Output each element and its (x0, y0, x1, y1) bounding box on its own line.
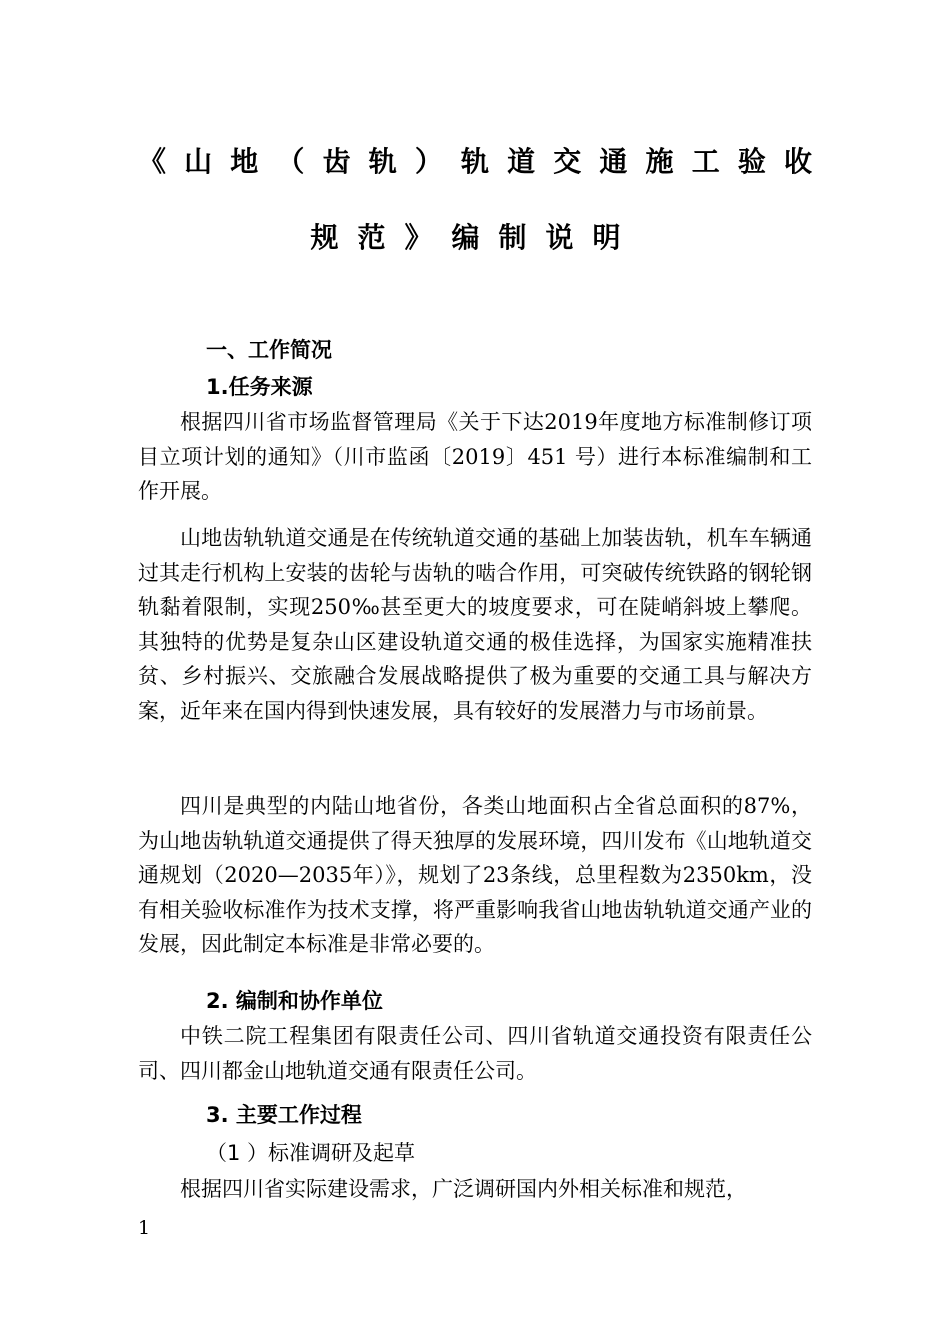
paragraph-units (138, 1019, 812, 1088)
page-number: 1 (138, 1217, 151, 1239)
paragraph-4: 中铁二院工程集团有限责任公司、四川省轨道交通投资有限责任公司、四川都金山地轨道交通有限责任公司。 (138, 1024, 812, 1083)
subheading-units: 2. 编制和协作单位 (206, 989, 383, 1013)
paragraph-sichuan-background (138, 789, 812, 962)
subheading-standard-research: （1 ）标准调研及起草 (206, 1141, 416, 1165)
paragraph-rack-rail-intro (138, 521, 812, 728)
paragraph-3: 四川是典型的内陆山地省份，各类山地面积占全省总面积的87%，为山地齿轨轨道交通提供了得天独厚的发展环境，四川发布《山地轨道交通规划（2020—2035年）》，规划了23条线，总里程数为2350km，没有相关验收标准作为技术支撑，将严重影响我省山地齿轨轨道交通产业的发展，因此制定本标准是非常必要的。 (138, 794, 812, 956)
subheading-work-process: 3. 主要工作过程 (206, 1103, 362, 1127)
section-heading-work-overview: 一、工作简况 (206, 338, 332, 362)
paragraph-1: 根据四川省市场监督管理局《关于下达2019年度地方标准制修订项目立项计划的通知》（川市监函〔2019〕451 号）进行本标准编制和工作开展。 (138, 410, 812, 503)
subheading-task-source: 1.任务来源 (206, 375, 313, 399)
paragraph-research (138, 1172, 812, 1207)
paragraph-5: 根据四川省实际建设需求，广泛调研国内外相关标准和规范， (180, 1177, 747, 1201)
document-title-line-1: 《山地（齿轨）轨道交通施工验收 (138, 145, 812, 178)
paragraph-task-source (138, 405, 812, 509)
paragraph-2: 山地齿轨轨道交通是在传统轨道交通的基础上加装齿轨，机车车辆通过其走行机构上安装的齿轮与齿轨的啮合作用，可突破传统铁路的钢轮钢轨黏着限制，实现250‰甚至更大的坡度要求，可在陡峭斜坡上攀爬。其独特的优势是复杂山区建设轨道交通的极佳选择，为国家实施精准扶贫、乡村振兴、交旅融合发展战略提供了极为重要的交通工具与解决方案，近年来在国内得到快速发展，具有较好的发展潜力与市场前景。 (138, 526, 812, 723)
document-title-line-2: 规范》编制说明 (310, 221, 640, 254)
